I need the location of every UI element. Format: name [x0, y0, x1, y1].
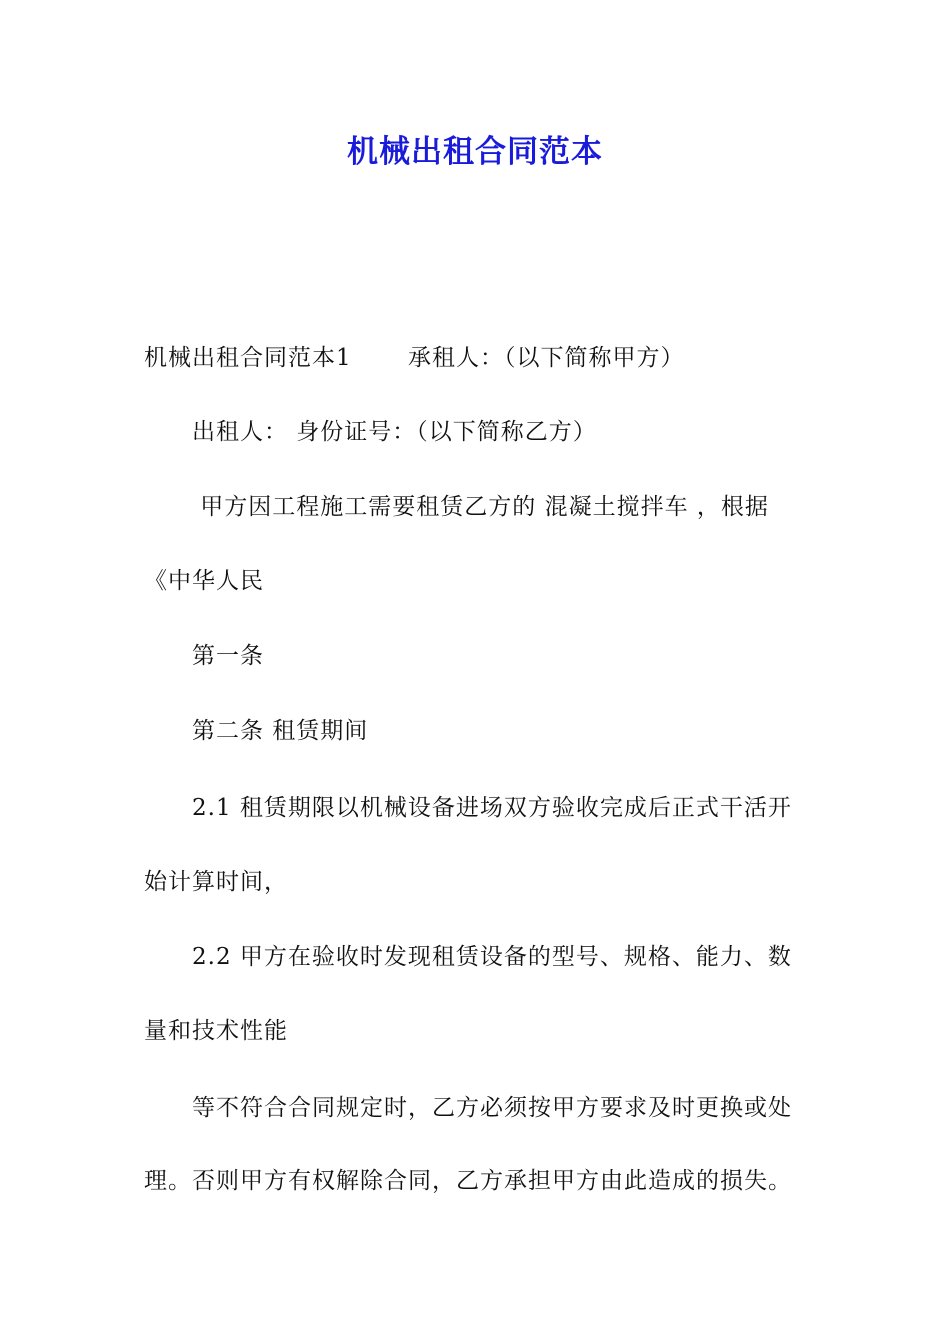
clause-2-2-line-1: 2.2 甲方在验收时发现租赁设备的型号、规格、能力、数 [192, 944, 792, 970]
paragraph-line-1: 机械出租合同范本1 承租人：（以下简称甲方） [144, 345, 685, 371]
clause-2-1-line-1: 2.1 租赁期限以机械设备进场双方验收完成后正式干活开 [192, 795, 792, 821]
article-2-heading: 第二条 租赁期间 [192, 718, 369, 744]
paragraph-line-4: 《中华人民 [144, 568, 264, 594]
clause-2-2-line-4: 理。否则甲方有权解除合同，乙方承担甲方由此造成的损失。 [144, 1168, 792, 1194]
clause-2-2-line-2: 量和技术性能 [144, 1018, 288, 1044]
document-title: 机械出租合同范本 [347, 134, 603, 170]
paragraph-line-3: 甲方因工程施工需要租赁乙方的 混凝土搅拌车 ，根据 [192, 494, 769, 520]
paragraph-line-2: 出租人： 身份证号：（以下简称乙方） [192, 419, 597, 445]
clause-2-2-line-3: 等不符合合同规定时，乙方必须按甲方要求及时更换或处 [192, 1095, 792, 1121]
article-1-heading: 第一条 [192, 643, 264, 669]
clause-2-1-line-2: 始计算时间， [144, 869, 288, 895]
